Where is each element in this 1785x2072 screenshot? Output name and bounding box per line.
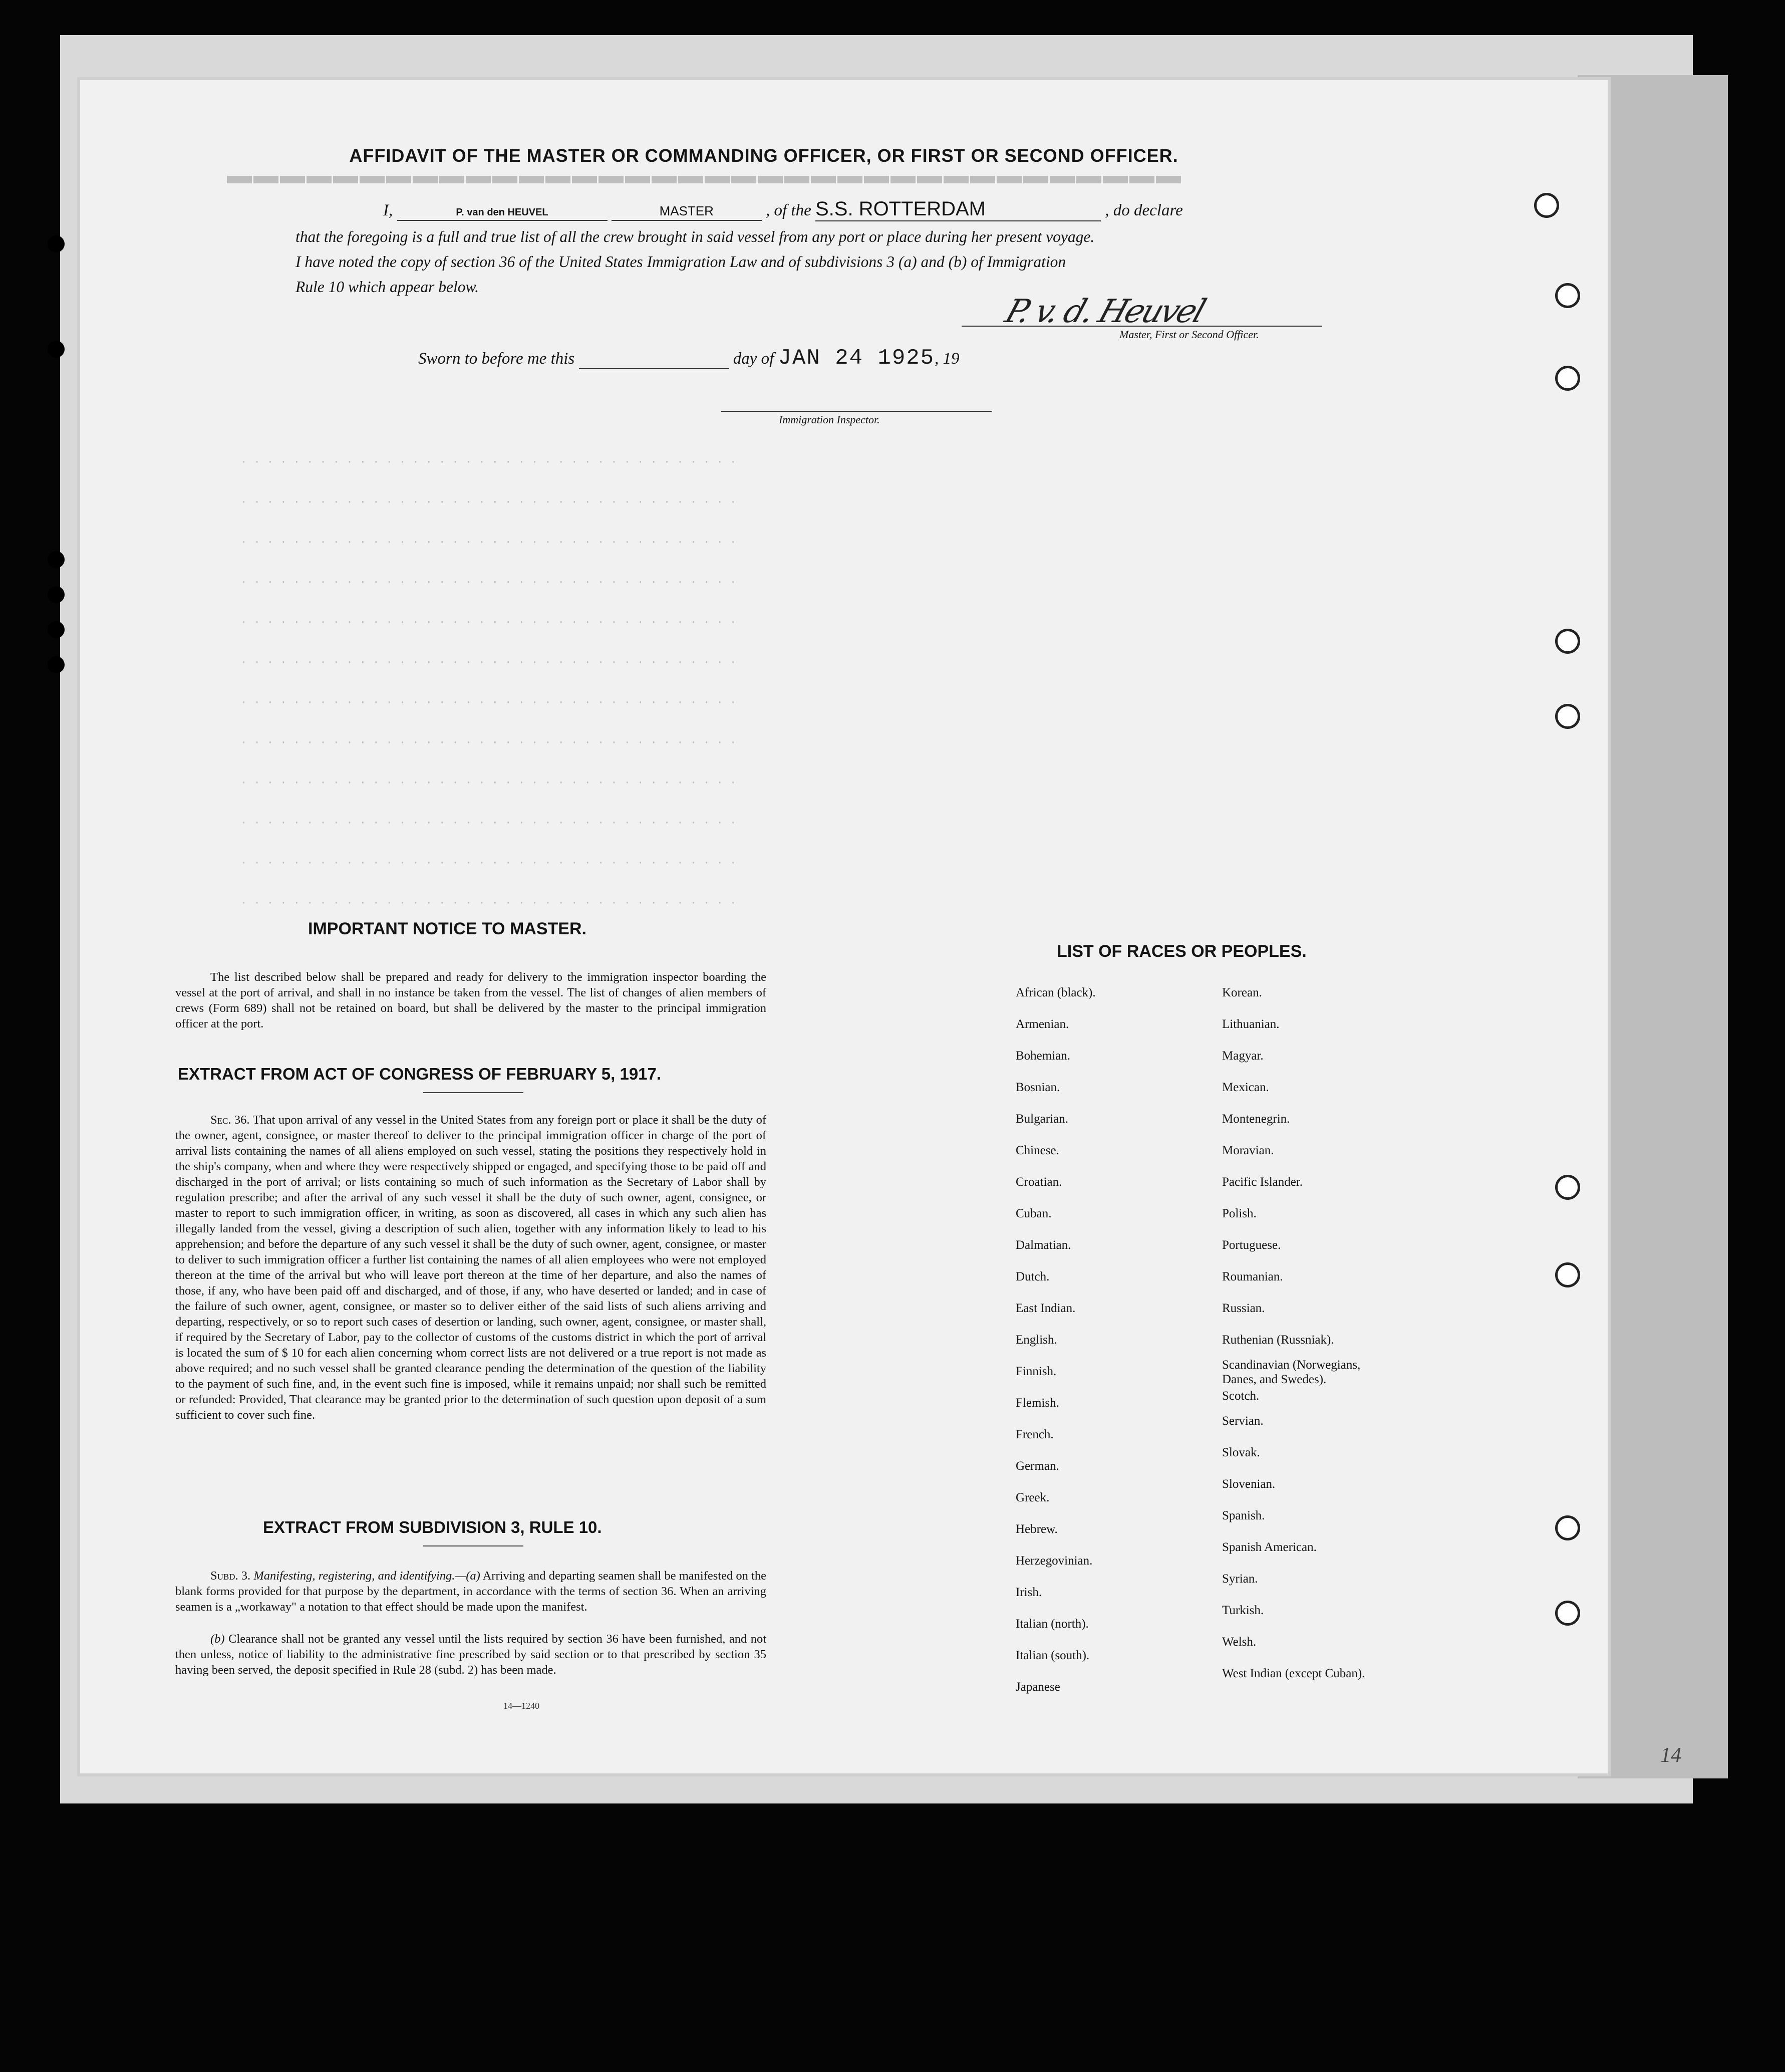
race-item: English. bbox=[1016, 1333, 1057, 1347]
race-item: Flemish. bbox=[1016, 1396, 1059, 1410]
rule-subd-heading: Manifesting, registering, and identifying.—(a) bbox=[253, 1569, 480, 1583]
inspector-caption: Immigration Inspector. bbox=[779, 413, 880, 426]
act-section-body: That upon arrival of any vessel in the United States from any foreign port or place it shall be the duty of the owner, agent, consignee, or master thereof to deliver to the principal immigration officer in charge of the port of arrival lists containing the names of all aliens employed on such vessel, stating the positions they respectively hold in the ship's company, when and where they were respectively shipped or engaged, and specifying those to be paid off and discharged in the port of arrival; or lists containing so much of such information as the Secretary of Labor shall by regulation prescribe; and after the arrival of any such vessel it shall be the duty of such owner, agent, consignee, or master to report to such immigration officer, in writing, as soon as discovered, all cases in which any such alien has illegally landed from the vessel, giving a description of such alien, together with any information likely to lead to his apprehension; and before the departure of any such vessel it shall be the duty of such owner, agent, consignee, or master to deliver to such immigration officer a further list containing the names of all alien employees who were not employed thereon at the time of the arrival but who will leave port thereon at the time of her departure, and also the names of those, if any, who have been paid off and discharged, and of those, if any, who have deserted or landed; and in case of the failure of such owner, agent, consignee, or master so to deliver either of the said lists of such aliens arriving and departing, respectively, or so to report such cases of desertion or landing, such owner, agent, consignee, or master shall, if required by the Secretary of Labor, pay to the collector of customs of the customs district in which the port of arrival is located the sum of $ 10 for each alien concerning whom correct lists are not delivered or a true report is not made as above required; and no such vessel shall be granted clearance pending the determination of the question of the liability to the payment of such fine, and, in the event such fine is imposed, while it remains unpaid; nor shall such be remitted or refunded: Provided, That clearance may be granted prior to the determination of such question upon deposit of a sum sufficient to cover such fine. bbox=[175, 1113, 766, 1422]
affidavit-line-3: I have noted the copy of section 36 of the United States Immigration Law and of subdivisions 3 (a) and (b) of Immigration bbox=[295, 253, 1066, 271]
show-through-heading: ▬▬▬▬▬▬▬▬▬▬▬▬▬▬▬▬▬▬▬▬▬▬▬▬▬▬▬▬▬▬▬▬▬▬▬▬ bbox=[225, 161, 1181, 189]
race-item: Japanese bbox=[1016, 1680, 1060, 1694]
rule-extract-title: EXTRACT FROM SUBDIVISION 3, RULE 10. bbox=[263, 1518, 602, 1536]
race-item: Moravian. bbox=[1222, 1144, 1274, 1157]
race-item: Servian. bbox=[1222, 1414, 1264, 1428]
race-item: Bosnian. bbox=[1016, 1081, 1060, 1094]
race-item: Bulgarian. bbox=[1016, 1112, 1068, 1126]
race-item: Dalmatian. bbox=[1016, 1238, 1071, 1252]
race-item: Lithuanian. bbox=[1222, 1017, 1280, 1031]
rule-para-b-body: Clearance shall not be granted any vessel until the lists required by section 36 have been furnished, and not then unless, notice of liability to the administrative fine prescribed by said section or to that prescribed by section 35 having been served, the deposit specified in Rule 28 (subd. 2) has been made. bbox=[175, 1632, 766, 1677]
act-extract-text bbox=[175, 1112, 766, 1423]
year-prefix: , 19 bbox=[935, 350, 960, 368]
race-item: Dutch. bbox=[1016, 1270, 1050, 1283]
affidavit-line-4: Rule 10 which appear below. bbox=[295, 278, 479, 296]
sworn-line bbox=[418, 346, 960, 371]
race-item: Portuguese. bbox=[1222, 1238, 1281, 1252]
race-item: Polish. bbox=[1222, 1207, 1257, 1220]
signature-line bbox=[962, 326, 1322, 327]
races-title: LIST OF RACES OR PEOPLES. bbox=[1057, 942, 1307, 961]
master-rank: MASTER bbox=[659, 203, 714, 218]
page-mark: 14 bbox=[1660, 1744, 1681, 1767]
form-number: 14—1240 bbox=[503, 1701, 539, 1711]
race-item: Mexican. bbox=[1222, 1081, 1269, 1094]
race-item: Greek. bbox=[1016, 1491, 1050, 1504]
rule-para-a bbox=[175, 1568, 766, 1615]
do-declare-label: , do declare bbox=[1105, 201, 1183, 219]
race-item: Scandinavian (Norwegians, Danes, and Swedes). bbox=[1222, 1358, 1361, 1386]
affidavit-line-2: that the foregoing is a full and true list of all the crew brought in said vessel from any port or place during her present voyage. bbox=[295, 228, 1095, 245]
races-right-column bbox=[1222, 977, 1462, 1689]
notice-title: IMPORTANT NOTICE TO MASTER. bbox=[308, 919, 586, 938]
race-item: Italian (north). bbox=[1016, 1617, 1089, 1631]
declarant-prefix: I, bbox=[383, 201, 393, 219]
race-item: Croatian. bbox=[1016, 1175, 1062, 1189]
race-item: East Indian. bbox=[1016, 1302, 1076, 1315]
rule-title-rule bbox=[423, 1545, 523, 1546]
race-item: Spanish. bbox=[1222, 1509, 1265, 1522]
race-item: Russian. bbox=[1222, 1302, 1265, 1315]
act-title-rule bbox=[423, 1092, 523, 1093]
of-the-label: , of the bbox=[766, 201, 811, 219]
signature-caption: Master, First or Second Officer. bbox=[1119, 328, 1259, 341]
notice-text: The list described below shall be prepared and ready for delivery to the immigration inspector boarding the vessel at the port of arrival, and shall in no instance be taken from the vessel. The list of changes of alien members of crews (Form 689) shall not be retained on board, but shall be delivered by the master to the principal immigration officer at the port. bbox=[175, 970, 766, 1030]
race-item: Slovak. bbox=[1222, 1446, 1260, 1459]
race-item: Turkish. bbox=[1222, 1604, 1264, 1617]
affidavit-title: AFFIDAVIT OF THE MASTER OR COMMANDING OFFICER, OR FIRST OR SECOND OFFICER. bbox=[349, 145, 1178, 166]
race-item: Bohemian. bbox=[1016, 1049, 1071, 1063]
master-signature: P. v. d. Heuvel bbox=[1000, 293, 1209, 330]
races-left-column bbox=[1016, 977, 1206, 1703]
sworn-prefix: Sworn to before me this bbox=[418, 350, 575, 368]
act-section-label: Sec. 36. bbox=[210, 1113, 250, 1127]
race-item: Slovenian. bbox=[1222, 1477, 1276, 1491]
race-item: Chinese. bbox=[1016, 1144, 1059, 1157]
vessel-name: S.S. ROTTERDAM bbox=[815, 198, 986, 220]
affidavit-declaration-line bbox=[383, 198, 1183, 221]
race-item: Scotch. bbox=[1222, 1389, 1260, 1403]
race-item: Herzegovinian. bbox=[1016, 1554, 1093, 1568]
rule-para-b-label: (b) bbox=[210, 1632, 225, 1646]
race-item: Montenegrin. bbox=[1222, 1112, 1290, 1126]
sworn-date-stamp: JAN 24 1925 bbox=[778, 346, 935, 371]
race-item: Syrian. bbox=[1222, 1572, 1258, 1586]
race-item: Magyar. bbox=[1222, 1049, 1264, 1063]
race-item: Hebrew. bbox=[1016, 1522, 1058, 1536]
race-item: German. bbox=[1016, 1459, 1059, 1473]
race-item: West Indian (except Cuban). bbox=[1222, 1667, 1365, 1680]
rule-para-b bbox=[175, 1631, 766, 1678]
day-of-label: day of bbox=[733, 350, 774, 368]
race-item: Welsh. bbox=[1222, 1635, 1257, 1649]
master-name: P. van den HEUVEL bbox=[456, 207, 548, 218]
race-item: Korean. bbox=[1222, 986, 1262, 999]
inspector-signature-line bbox=[721, 411, 992, 412]
race-item: Italian (south). bbox=[1016, 1649, 1090, 1662]
race-item: Pacific Islander. bbox=[1222, 1175, 1303, 1189]
race-item: Spanish American. bbox=[1222, 1540, 1317, 1554]
race-item: Irish. bbox=[1016, 1586, 1042, 1599]
race-item: Cuban. bbox=[1016, 1207, 1052, 1220]
race-item: Finnish. bbox=[1016, 1365, 1057, 1378]
race-item: Roumanian. bbox=[1222, 1270, 1283, 1283]
race-item: French. bbox=[1016, 1428, 1054, 1441]
race-item: Armenian. bbox=[1016, 1017, 1069, 1031]
race-item: Ruthenian (Russniak). bbox=[1222, 1333, 1334, 1347]
rule-para-a-body: Arriving and departing seamen shall be manifested on the blank forms provided for that purpose by the department, in accordance with the terms of section 36. When an arriving seamen is a „workaway" a notation to that effect should be made upon the manifest. bbox=[175, 1569, 766, 1614]
rule-subd-label: Subd. 3. bbox=[210, 1569, 251, 1583]
race-item: African (black). bbox=[1016, 986, 1096, 999]
act-extract-title: EXTRACT FROM ACT OF CONGRESS OF FEBRUARY 5, 1917. bbox=[178, 1065, 662, 1083]
